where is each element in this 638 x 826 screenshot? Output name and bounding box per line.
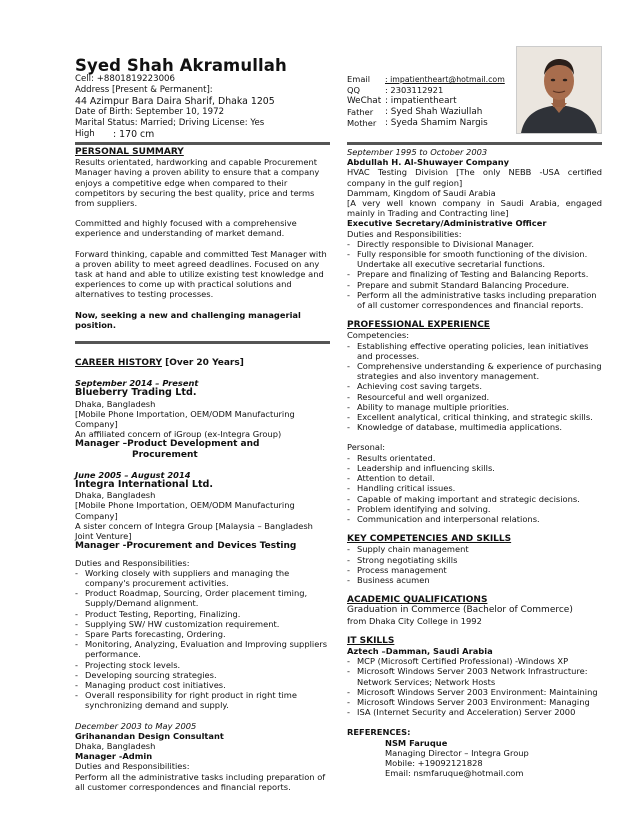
- email-row: [347, 74, 517, 85]
- job2-duties-list: [75, 568, 330, 711]
- job3-duties-text: Perform all the administrative tasks including preparation of all customer correspondences and financial reports.: [75, 771, 326, 792]
- list-item: - Establishing effective operating policies, lean initiatives and processes.: [347, 341, 602, 361]
- summary-paragraph-1: Results orientated, hardworking and capable Procurement Manager having a proven ability to ensure that a company enjoys a competitive edge when compared to their competitors by securing the best quality, price and terms from suppliers.: [75, 157, 320, 209]
- height-line: [75, 129, 345, 140]
- qq-row: [347, 85, 517, 96]
- academic-line-1: Graduation in Commerce (Bachelor of Commerce): [347, 605, 573, 616]
- mother-row: [347, 118, 517, 129]
- job1-line-3: An affiliated concern of iGroup (ex-Integra Group): [75, 429, 282, 440]
- reference-line-1: Managing Director – Integra Group: [385, 747, 529, 758]
- height-label: High: [75, 129, 95, 139]
- competencies-label: Competencies:: [347, 330, 410, 341]
- career-heading-text: CAREER HISTORY: [75, 358, 162, 369]
- list-item: - Fully responsible for smooth functioning of the division. Undertake all executive secretarial functions.: [347, 249, 602, 269]
- summary-paragraph-4: Now, seeking a new and challenging managerial position.: [75, 309, 301, 330]
- profile-photo: [516, 46, 602, 134]
- job4-title: Executive Secretary/Administrative Officer: [347, 218, 547, 229]
- job2-title: Manager -Procurement and Devices Testing: [75, 541, 297, 552]
- job4-duties-label: Duties and Responsibilities:: [347, 228, 462, 239]
- references-heading: REFERENCES:: [347, 727, 411, 738]
- list-item: - Results orientated.: [347, 453, 602, 463]
- professional-experience-heading: PROFESSIONAL EXPERIENCE: [347, 320, 490, 331]
- candidate-name: Syed Shah Akramullah: [75, 56, 287, 75]
- list-item: - Communication and interpersonal relations.: [347, 514, 602, 524]
- wechat-row: [347, 96, 517, 107]
- job3-title: Manager -Admin: [75, 751, 153, 762]
- list-item: - Problem identifying and solving.: [347, 504, 602, 514]
- address-line: 44 Azimpur Bara Daira Sharif, Dhaka 1205: [75, 96, 275, 107]
- it-skills-heading: IT SKILLS: [347, 635, 395, 646]
- height-value: : 170 cm: [113, 129, 155, 140]
- job2-line-2: [Mobile Phone Importation, OEM/ODM Manufacturing Company]: [75, 500, 295, 521]
- father-value: : Syed Shah Waziullah: [385, 107, 483, 117]
- reference-name: NSM Faruque: [385, 737, 448, 748]
- divider-left-mid: [75, 341, 330, 344]
- list-item: - Handling critical issues.: [347, 483, 602, 493]
- list-item: - Perform all the administrative tasks including preparation of all customer correspondences and financial reports.: [347, 290, 602, 310]
- mother-label: Mother: [347, 118, 377, 128]
- wechat-label: WeChat: [347, 96, 382, 106]
- list-item: - Microsoft Windows Server 2003 Environment: Managing: [347, 697, 602, 707]
- list-item: - Product Roadmap, Sourcing, Order placement timing, Supply/Demand alignment.: [75, 588, 330, 608]
- father-row: [347, 107, 517, 118]
- qq-value: : 2303112921: [385, 85, 444, 95]
- list-item: - Microsoft Windows Server 2003 Network Infrastructure: Network Services; Network Hosts: [347, 666, 602, 686]
- job2-line-3: A sister concern of Integra Group [Malaysia – Bangladesh Joint Venture]: [75, 520, 313, 542]
- list-item: - Microsoft Windows Server 2003 Environment: Maintaining: [347, 687, 602, 697]
- marital-line: Marital Status: Married; Driving License: Yes: [75, 118, 265, 128]
- list-item: - Ability to manage multiple priorities.: [347, 402, 602, 412]
- job4-company: Abdullah H. Al-Shuwayer Company: [347, 157, 510, 168]
- list-item: - Monitoring, Analyzing, Evaluation and Improving suppliers performance.: [75, 639, 330, 659]
- list-item: - Strong negotiating skills: [347, 555, 602, 565]
- job3-dates: December 2003 to May 2005: [75, 720, 197, 731]
- list-item: - Prepare and submit Standard Balancing Procedure.: [347, 280, 602, 290]
- list-item: - Capable of making important and strategic decisions.: [347, 494, 602, 504]
- academic-line-2: from Dhaka City College in 1992: [347, 615, 482, 626]
- list-item: - MCP (Microsoft Certified Professional) -Windows XP: [347, 656, 602, 666]
- career-history-heading: [75, 358, 330, 368]
- dob-line: Date of Birth: September 10, 1972: [75, 107, 225, 117]
- job2-dates: June 2005 – August 2014: [75, 469, 191, 480]
- cell-line: Cell: +8801819223006: [75, 74, 175, 84]
- list-item: - Product Testing, Reporting, Finalizing.: [75, 609, 330, 619]
- email-link[interactable]: : impatientheart@hotmail.com: [385, 75, 505, 84]
- summary-paragraph-2: Committed and highly focused with a comprehensive experience and understanding of market demand.: [75, 218, 297, 239]
- list-item: - Developing sourcing strategies.: [75, 670, 330, 680]
- list-item: - Working closely with suppliers and managing the company's procurement activities.: [75, 568, 330, 588]
- list-item: - Managing product cost initiatives.: [75, 680, 330, 690]
- list-item: - Comprehensive understanding & experience of purchasing strategies and also inventory management.: [347, 361, 602, 381]
- job1-line-2: [Mobile Phone Importation, OEM/ODM Manufacturing Company]: [75, 408, 295, 430]
- job4-duties-list: [347, 239, 602, 310]
- list-item: - Supplying SW/ HW customization requirement.: [75, 619, 330, 629]
- job2-company: Integra International Ltd.: [75, 479, 214, 491]
- it-skills-subheading: Aztech –Damman, Saudi Arabia: [347, 645, 493, 656]
- list-item: - Overall responsibility for right product in right time synchronizing demand and supply.: [75, 690, 330, 710]
- list-item: - Prepare and finalizing of Testing and Balancing Reports.: [347, 269, 602, 279]
- mother-value: : Syeda Shamim Nargis: [385, 118, 488, 128]
- it-skills-list: [347, 656, 602, 717]
- job4-paragraph-3: [A very well known company in Saudi Arabia, engaged mainly in Trading and Contracting line]: [347, 198, 602, 219]
- list-item: - Resourceful and well organized.: [347, 392, 602, 402]
- wechat-value: : impatientheart: [385, 96, 457, 106]
- divider-left-top: [75, 142, 330, 145]
- right-column: [347, 147, 602, 778]
- competencies-list: [347, 341, 602, 433]
- father-label: Father: [347, 107, 374, 117]
- list-item: - Excellent analytical, critical thinking, and strategic skills.: [347, 412, 602, 422]
- qq-label: QQ: [347, 85, 361, 95]
- job1-title-a: Manager –Product Development and: [75, 439, 260, 450]
- list-item: - Achieving cost saving targets.: [347, 381, 602, 391]
- job1-title-b: Procurement: [132, 449, 198, 460]
- job4-paragraph-1: HVAC Testing Division [The only NEBB -USA certified company in the gulf region]: [347, 167, 602, 188]
- key-competencies-list: [347, 544, 602, 585]
- job3-duties-label: Duties and Responsibilities:: [75, 761, 190, 772]
- contact-right: [347, 74, 517, 129]
- list-item: - ISA (Internet Security and Acceleration) Server 2000: [347, 707, 602, 717]
- job1-dates: September 2014 – Present: [75, 378, 199, 389]
- divider-right-top: [347, 142, 602, 145]
- list-item: - Attention to detail.: [347, 473, 602, 483]
- job3-location: Dhaka, Bangladesh: [75, 740, 156, 751]
- list-item: - Process management: [347, 565, 602, 575]
- job1-company: Blueberry Trading Ltd.: [75, 387, 197, 399]
- list-item: - Directly responsible to Divisional Manager.: [347, 239, 602, 249]
- email-label: Email: [347, 74, 371, 84]
- job2-duties-label: Duties and Responsibilities:: [75, 557, 190, 568]
- academic-heading: ACADEMIC QUALIFICATIONS: [347, 595, 488, 606]
- list-item: - Projecting stock levels.: [75, 660, 330, 670]
- job4-paragraph-2: Dammam, Kingdom of Saudi Arabia: [347, 187, 496, 198]
- job1-line-1: Dhaka, Bangladesh: [75, 398, 156, 409]
- job2-line-1: Dhaka, Bangladesh: [75, 490, 156, 501]
- reference-line-2: Mobile: +19092121828: [385, 757, 483, 768]
- list-item: - Supply chain management: [347, 544, 602, 554]
- summary-paragraph-3: Forward thinking, capable and committed Test Manager with a proven ability to meet agreed deadlines. Focused on any task at hand and able to utilize existing test knowledge and experiences to come up with practical solutions and alternatives to testing processes.: [75, 248, 327, 300]
- list-item: - Spare Parts forecasting, Ordering.: [75, 629, 330, 639]
- list-item: - Business acumen: [347, 575, 602, 585]
- personal-list: [347, 453, 602, 524]
- list-item: - Knowledge of database, multimedia applications.: [347, 422, 602, 432]
- address-label: Address [Present & Permanent]:: [75, 85, 213, 95]
- personal-label: Personal:: [347, 442, 386, 453]
- job4-dates: September 1995 to October 2003: [347, 147, 488, 157]
- career-heading-suffix: [Over 20 Years]: [161, 358, 244, 369]
- contact-left: [75, 74, 345, 140]
- personal-summary-heading: PERSONAL SUMMARY: [75, 147, 184, 157]
- list-item: - Leadership and influencing skills.: [347, 463, 602, 473]
- key-competencies-heading: KEY COMPETENCIES AND SKILLS: [347, 534, 512, 545]
- job3-company: Grihanandan Design Consultant: [75, 730, 224, 741]
- left-column: [75, 147, 330, 792]
- portrait-image: [517, 47, 601, 133]
- reference-line-3: Email: nsmfaruque@hotmail.com: [385, 768, 524, 779]
